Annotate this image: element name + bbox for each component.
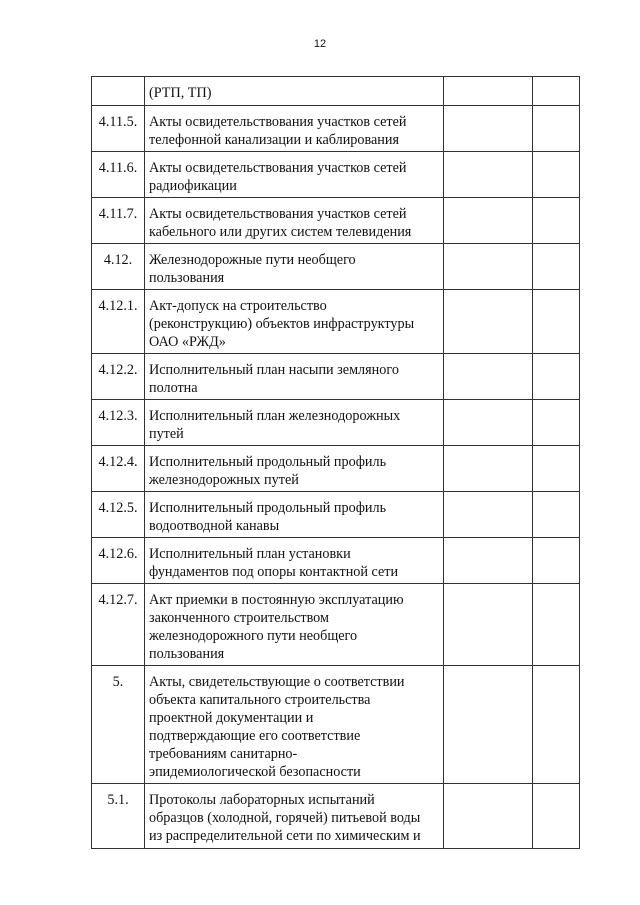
description-line: Исполнительный продольный профиль <box>149 500 387 516</box>
empty-cell <box>444 538 533 584</box>
empty-cell <box>444 354 533 400</box>
description-line: Акт-допуск на строительство <box>149 298 327 314</box>
description-line: Исполнительный план установки <box>149 546 351 562</box>
table-row <box>92 290 580 354</box>
description-line: требованиям санитарно- <box>149 746 298 762</box>
empty-cell <box>444 244 533 290</box>
item-description <box>145 290 444 354</box>
description-line: законченного строительством <box>149 610 329 626</box>
item-number: 5. <box>92 666 145 784</box>
description-line: подтверждающие его соответствие <box>149 728 361 744</box>
item-description <box>145 446 444 492</box>
description-line: из распределительной сети по химическим и <box>149 828 421 844</box>
description-line: Акты, свидетельствующие о соответствии <box>149 674 405 690</box>
item-description <box>145 784 444 849</box>
empty-cell <box>533 492 580 538</box>
item-description <box>145 538 444 584</box>
description-line: пользования <box>149 270 225 286</box>
item-number: 4.12.2. <box>92 354 145 400</box>
description-line: пользования <box>149 646 225 662</box>
item-description <box>145 584 444 666</box>
description-line: (реконструкцию) объектов инфраструктуры <box>149 316 415 332</box>
description-line: радиофикации <box>149 178 237 194</box>
table-body <box>92 77 580 849</box>
description-line: полотна <box>149 380 198 396</box>
empty-cell <box>533 77 580 106</box>
empty-cell <box>444 400 533 446</box>
description-line: Акты освидетельствования участков сетей <box>149 114 407 130</box>
item-description <box>145 666 444 784</box>
description-line: Акты освидетельствования участков сетей <box>149 206 407 222</box>
description-line: Исполнительный план железнодорожных <box>149 408 401 424</box>
empty-cell <box>444 106 533 152</box>
empty-cell <box>533 106 580 152</box>
description-line: образцов (холодной, горячей) питьевой воды <box>149 810 421 826</box>
empty-cell <box>533 354 580 400</box>
empty-cell <box>533 666 580 784</box>
description-line: Протоколы лабораторных испытаний <box>149 792 375 808</box>
empty-cell <box>444 666 533 784</box>
table-row <box>92 538 580 584</box>
description-line: Акт приемки в постоянную эксплуатацию <box>149 592 404 608</box>
table-row <box>92 152 580 198</box>
item-number: 5.1. <box>92 784 145 849</box>
item-number: 4.11.7. <box>92 198 145 244</box>
table-row <box>92 400 580 446</box>
empty-cell <box>533 152 580 198</box>
item-number: 4.12.4. <box>92 446 145 492</box>
table-row <box>92 666 580 784</box>
empty-cell <box>444 492 533 538</box>
item-description <box>145 198 444 244</box>
empty-cell <box>533 198 580 244</box>
item-number <box>92 77 145 106</box>
description-line: железнодорожного пути необщего <box>149 628 358 644</box>
item-description <box>145 400 444 446</box>
item-description <box>145 492 444 538</box>
empty-cell <box>444 198 533 244</box>
description-line: (РТП, ТП) <box>149 85 212 101</box>
table-row <box>92 492 580 538</box>
empty-cell <box>533 538 580 584</box>
page-number: 12 <box>313 38 327 50</box>
table-row <box>92 198 580 244</box>
empty-cell <box>444 290 533 354</box>
item-description <box>145 354 444 400</box>
description-line: водоотводной канавы <box>149 518 280 534</box>
description-line: объекта капитального строительства <box>149 692 371 708</box>
table-row <box>92 446 580 492</box>
description-line: эпидемиологической безопасности <box>149 764 361 780</box>
item-number: 4.12. <box>92 244 145 290</box>
description-line: ОАО «РЖД» <box>149 334 226 350</box>
item-number: 4.12.1. <box>92 290 145 354</box>
description-line: телефонной канализации и каблирования <box>149 132 399 148</box>
item-number: 4.11.5. <box>92 106 145 152</box>
description-line: Исполнительный план насыпи земляного <box>149 362 399 378</box>
empty-cell <box>533 784 580 849</box>
table-row <box>92 784 580 849</box>
empty-cell <box>444 584 533 666</box>
item-number: 4.12.5. <box>92 492 145 538</box>
empty-cell <box>444 784 533 849</box>
description-line: путей <box>149 426 184 442</box>
table-row <box>92 106 580 152</box>
table-row <box>92 77 580 106</box>
description-line: проектной документации и <box>149 710 314 726</box>
empty-cell <box>444 77 533 106</box>
empty-cell <box>533 446 580 492</box>
empty-cell <box>444 446 533 492</box>
item-description <box>145 152 444 198</box>
empty-cell <box>533 290 580 354</box>
document-table <box>91 76 580 849</box>
description-line: Акты освидетельствования участков сетей <box>149 160 407 176</box>
description-line: железнодорожных путей <box>149 472 299 488</box>
item-description <box>145 106 444 152</box>
table-row <box>92 584 580 666</box>
description-line: Исполнительный продольный профиль <box>149 454 387 470</box>
item-number: 4.12.6. <box>92 538 145 584</box>
empty-cell <box>533 400 580 446</box>
empty-cell <box>533 244 580 290</box>
empty-cell <box>444 152 533 198</box>
item-description <box>145 77 444 106</box>
table-row <box>92 354 580 400</box>
item-number: 4.12.7. <box>92 584 145 666</box>
item-description <box>145 244 444 290</box>
table-row <box>92 244 580 290</box>
description-line: фундаментов под опоры контактной сети <box>149 564 399 580</box>
description-line: Железнодорожные пути необщего <box>149 252 356 268</box>
item-number: 4.12.3. <box>92 400 145 446</box>
item-number: 4.11.6. <box>92 152 145 198</box>
description-line: кабельного или других систем телевидения <box>149 224 412 240</box>
empty-cell <box>533 584 580 666</box>
